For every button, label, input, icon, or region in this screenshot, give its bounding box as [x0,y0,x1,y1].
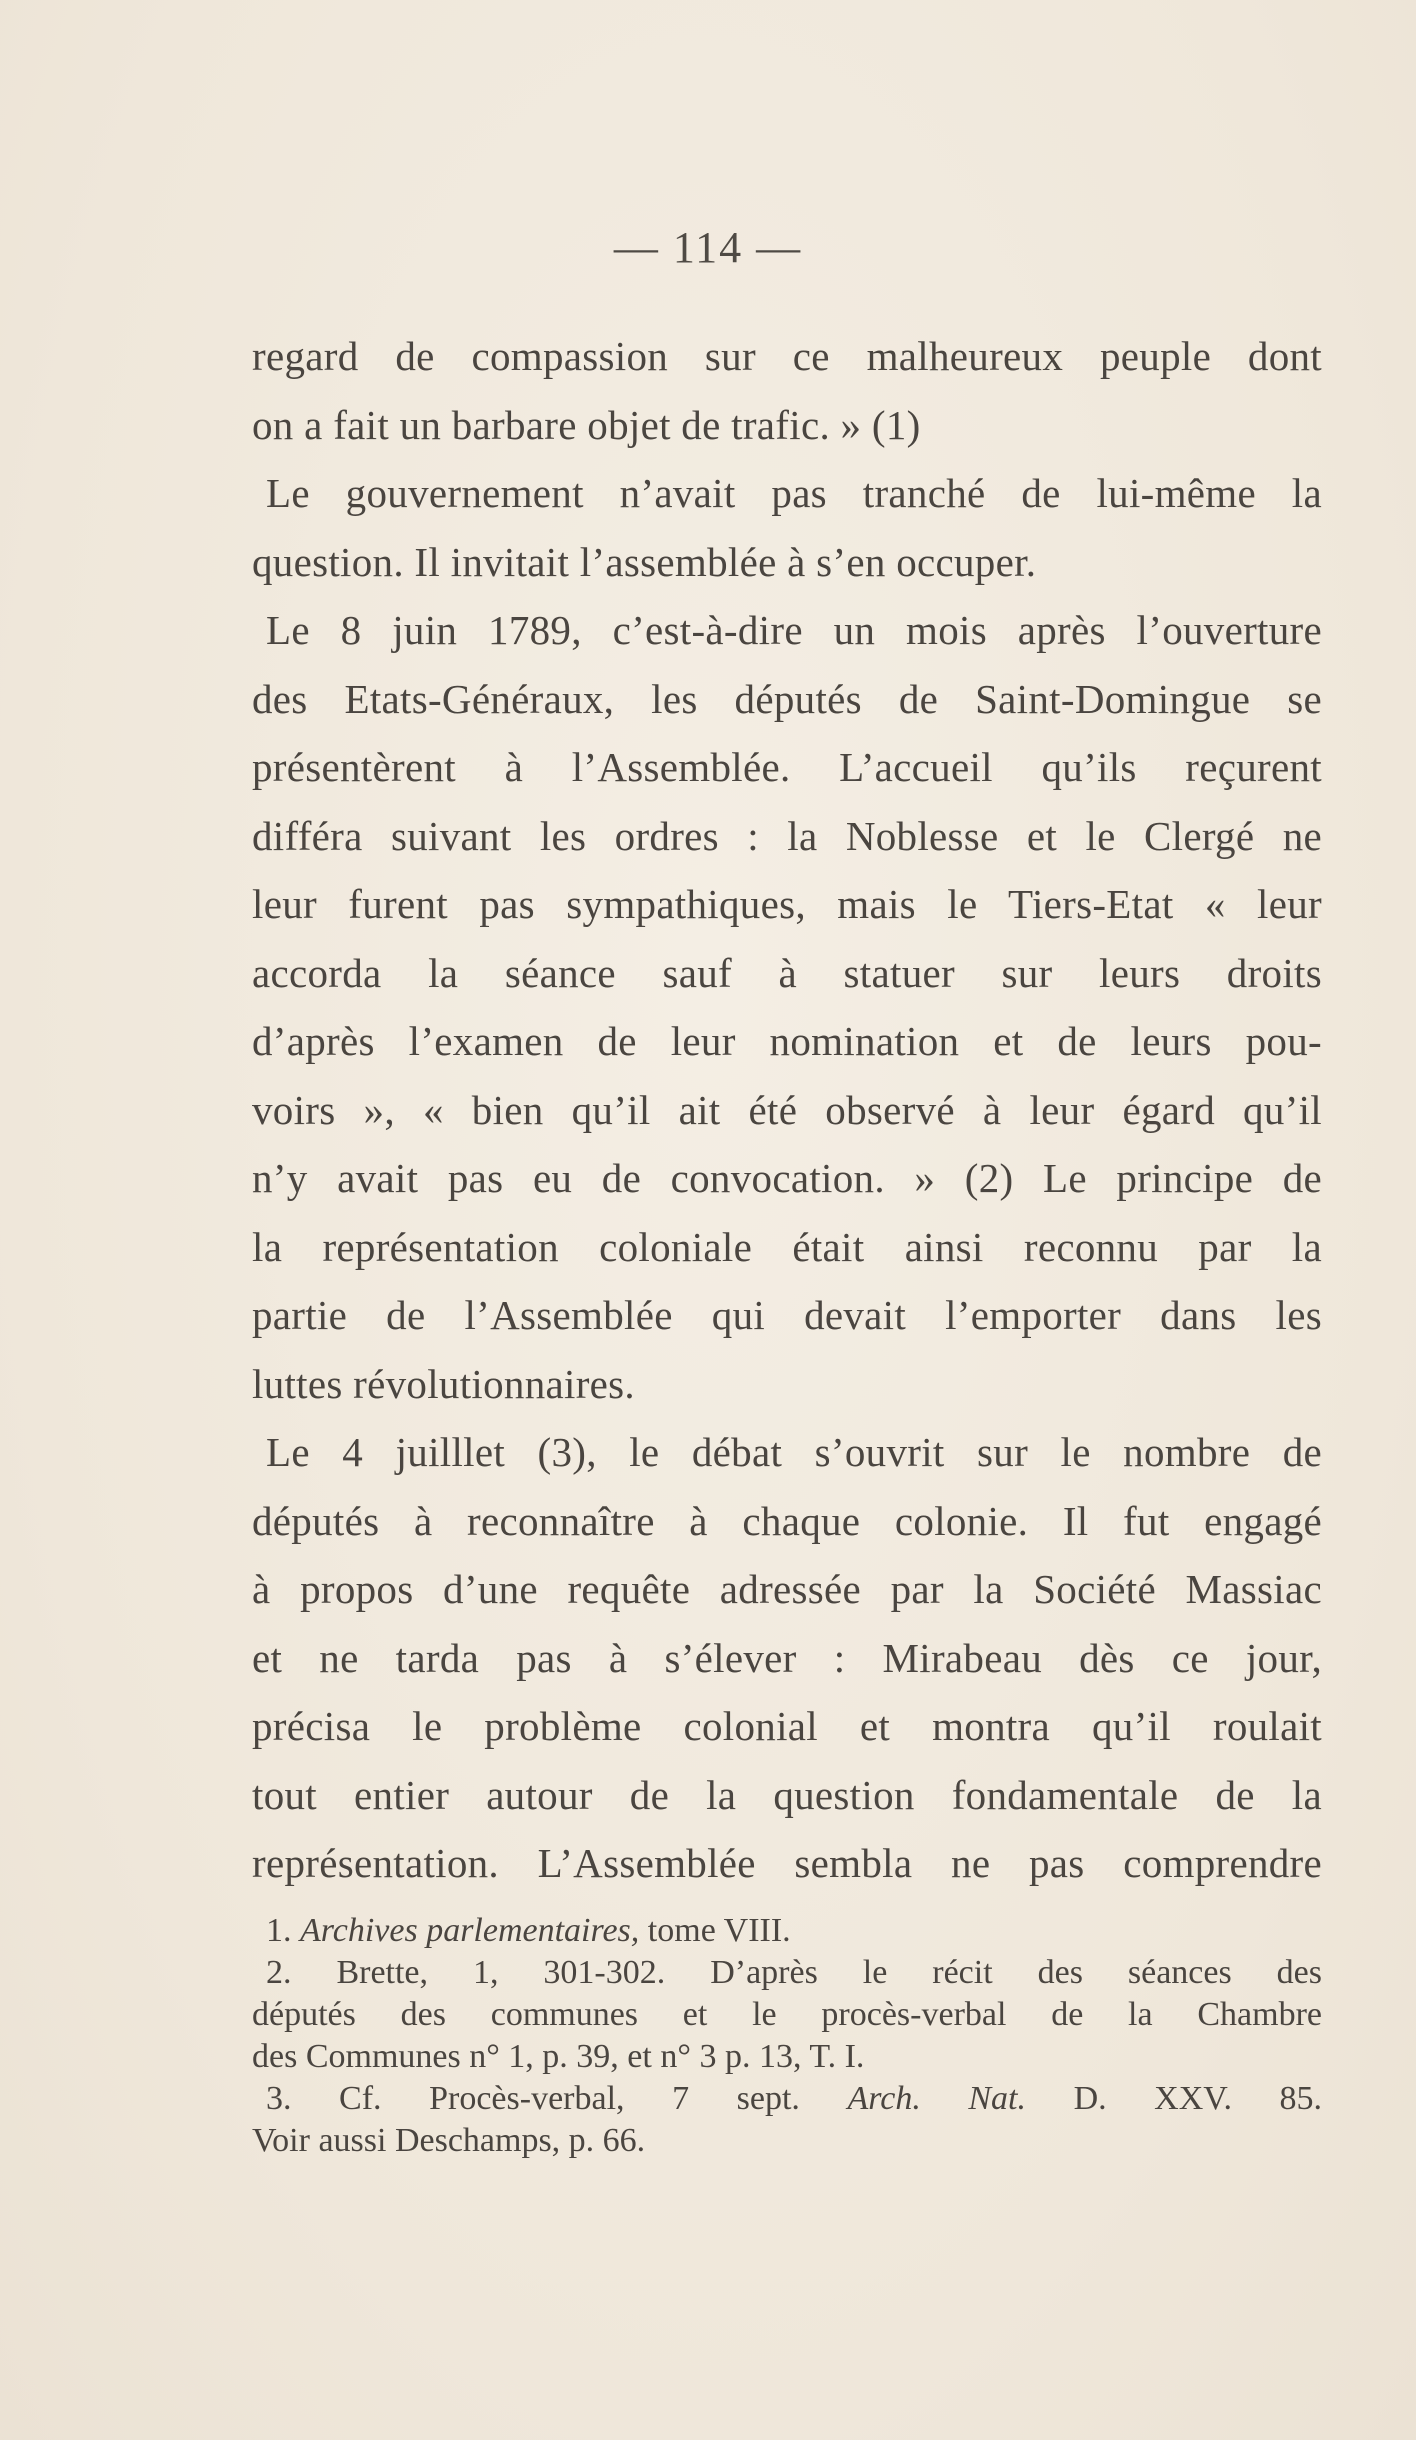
footnote-1 [252,1910,1322,1952]
footnote-number: 1. [266,1912,292,1949]
footnote-3-line: Voir aussi Deschamps, p. 66. [252,2122,646,2159]
text-line: voirs », « bien qu’il ait été observé à leur égard qu’il [252,1086,1322,1133]
text-line: la représentation coloniale était ainsi reconnu par la [252,1223,1322,1270]
text-line: regard de compassion sur ce malheureux peuple dont [252,333,1322,379]
footnote-2-line: députés des communes et le procès-verbal de la Chambre [252,1996,1322,2033]
text-line: on a fait un barbare objet de trafic. » (1) [252,401,921,448]
text-line: Le gouvernement n’avait pas tranché de lui-même la [266,470,1322,516]
text-line: tout entier autour de la question fondamentale de la [252,1771,1322,1818]
text-line: représentation. L’Assemblée sembla ne pas comprendre [252,1840,1322,1886]
text-line: d’après l’examen de leur nomination et de leurs pou- [252,1018,1322,1064]
text-line: des Etats-Généraux, les députés de Saint-Domingue se [252,675,1322,722]
footnote-text: 3. Cf. Procès-verbal, 7 sept. [266,2080,800,2117]
text-line: présentèrent à l’Assemblée. L’accueil qu’ils reçurent [252,744,1322,790]
text-line: à propos d’une requête adressée par la Société Massiac [252,1566,1322,1612]
text-line: députés à reconnaître à chaque colonie. Il fut engagé [252,1497,1322,1544]
footnotes [252,1910,1322,2162]
footnote-title: Archives parlementaires, [300,1912,640,1949]
footnote-2-line: 2. Brette, 1, 301-302. D’après le récit des séances des [266,1954,1322,1991]
text-line: luttes révolutionnaires. [252,1360,635,1407]
footnote-text: tome VIII. [647,1912,791,1949]
text-line: Le 8 juin 1789, c’est-à-dire un mois après l’ouverture [266,607,1322,653]
text-line: précisa le problème colonial et montra qu’il roulait [252,1703,1322,1749]
text-line: accorda la séance sauf à statuer sur leurs droits [252,949,1322,996]
footnote-2-line: des Communes n° 1, p. 39, et n° 3 p. 13, T. I. [252,2038,865,2075]
text-line: et ne tarda pas à s’élever : Mirabeau dès ce jour, [252,1634,1322,1681]
text-line: leur furent pas sympathiques, mais le Tiers-Etat « leur [252,881,1322,927]
page-number: — 114 — [613,223,803,272]
body-text [252,322,1322,1898]
text-line: question. Il invitait l’assemblée à s’en occuper. [252,538,1037,585]
footnote-source: Arch. Nat. [847,2080,1026,2117]
footnote-3 [252,2078,1322,2120]
text-line: Le 4 juilllet (3), le débat s’ouvrit sur le nombre de [266,1429,1322,1475]
text-line: n’y avait pas eu de convocation. » (2) Le principe de [252,1155,1322,1201]
text-line: différa suivant les ordres : la Noblesse et le Clergé ne [252,812,1322,859]
text-line: partie de l’Assemblée qui devait l’emporter dans les [252,1292,1322,1338]
footnote-text: D. XXV. 85. [1073,2080,1323,2117]
